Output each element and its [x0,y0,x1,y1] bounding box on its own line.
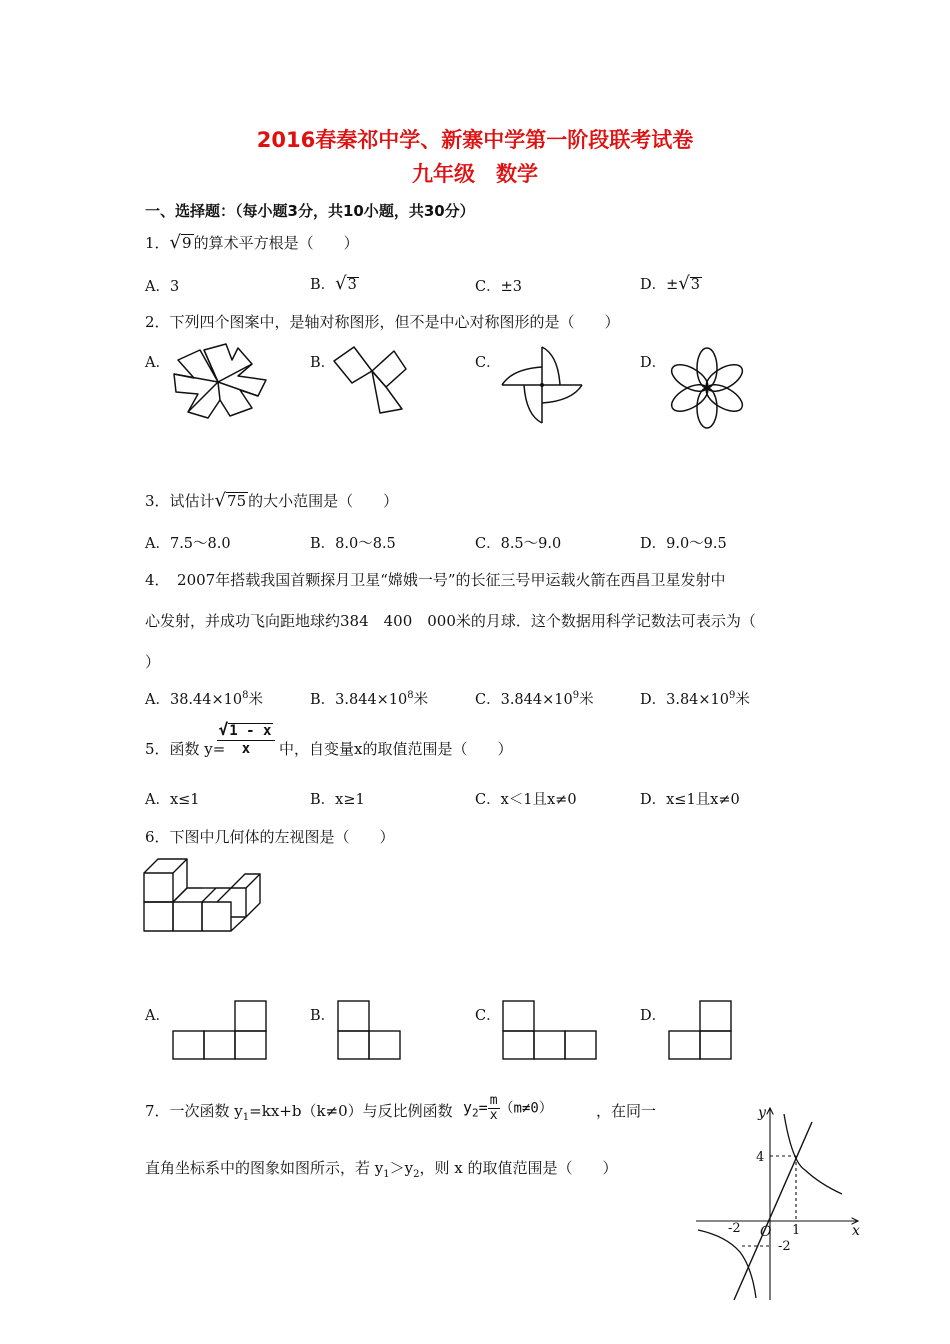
subscript: 2 [472,1106,479,1120]
option-b [310,273,359,294]
subscript: 2 [413,1169,420,1180]
option-b-view [335,998,403,1062]
section-heading: 一、选择题：（每小题3分，共10小题，共30分） [145,202,475,220]
radicand: 1 - x [229,723,272,739]
fraction [213,720,279,757]
option-b: B． [310,1008,336,1024]
text: = [478,1098,488,1117]
text: 7．一次函数 y [145,1102,243,1120]
exponent: 8 [242,690,249,702]
text: ＞y [389,1159,414,1177]
origin-label: O [760,1224,772,1240]
option-b: B．x≥1 [310,792,365,808]
text: y [463,1098,473,1117]
question-prefix: 3．试估计 [145,492,215,510]
question-4-line1: 4． 2007年搭载我国首颗探月卫星“嫦娥一号”的长征三号甲运载火箭在西昌卫星发射中 [145,571,726,589]
exponent: 8 [407,690,414,702]
question-stem: 的算术平方根是（ ） [193,234,359,252]
line-graph [734,1122,812,1300]
question-7-line2 [145,1157,617,1180]
option-b: B． [310,355,336,371]
option-a: A． [145,1008,170,1024]
unit: 米 [735,692,750,708]
sqrt-sign: √ [218,720,229,739]
figure-solid-cubes [142,857,267,937]
option-c: C．x＜1且x≠0 [475,792,577,808]
question-1 [145,232,359,253]
fraction [488,1094,500,1122]
option-a: A． [145,355,170,371]
option-b: B．8.0～8.5 [310,536,396,552]
question-4-line2: 心发射，并成功飞向距地球约384 400 000米的月球．这个数据用科学记数法可表示为（ [145,612,756,630]
question-number: 1． [145,234,170,252]
figure-a-star-pattern [168,340,268,420]
text: 直角坐标系中的图象如图所示，若 y [145,1159,384,1177]
question-4-line3: ） [145,653,161,671]
sqrt-sign: √ [214,490,227,511]
radicand: 3 [690,277,700,293]
option-c [475,688,594,709]
option-c-view [500,998,598,1062]
subscript: 1 [383,1169,390,1180]
text: ，则 x 的取值范围是（ ） [419,1159,618,1177]
fraction-numerator [213,720,279,739]
option-c: C． [475,355,501,371]
tick-label-neg2-y: -2 [778,1239,791,1254]
option-d: D．x≤1且x≠0 [640,792,740,808]
option-c: C．8.5～9.0 [475,536,562,552]
option-value: A．38.44×10 [145,692,243,708]
fraction-denominator: x [241,741,251,758]
page-subtitle: 九年级 数学 [412,162,538,186]
text: （m≠0） [499,1100,553,1117]
question-3 [145,490,398,511]
hyperbola-branch-2 [698,1230,756,1298]
unit: 米 [579,692,594,708]
question-6-stem: 6．下图中几何体的左视图是（ ） [145,828,395,846]
question-2-stem: 2．下列四个图案中，是轴对称图形，但不是中心对称图形的是（ ） [145,313,620,331]
q7-formula [463,1094,553,1122]
option-d: D． [640,355,667,371]
option-d: D．9.0～9.5 [640,536,727,552]
fraction-numerator: m [489,1093,498,1108]
subscript: 1 [242,1112,250,1123]
exponent: 9 [572,690,580,702]
figure-d-six-petal-flower [665,345,749,431]
option-value: D．3.84×10 [640,692,730,708]
question-7-line1 [145,1100,453,1123]
option-label: B． [310,277,336,293]
figure-c-pinwheel [498,345,586,425]
option-label: D．± [640,277,679,293]
option-c: C．±3 [475,279,522,295]
question-5-prefix: 5．函数 y= [145,740,226,758]
option-value: C．3.844×10 [475,692,573,708]
option-a: A．x≤1 [145,792,200,808]
unit: 米 [413,692,429,708]
function-graph [690,1100,870,1305]
tick-label-neg2-x: -2 [728,1221,741,1236]
option-a-view [170,998,268,1062]
option-c: C． [475,1008,501,1024]
x-axis-label: x [852,1223,860,1239]
page-title: 2016春秦祁中学、新寨中学第一阶段联考试卷 [256,128,694,152]
radicand: 75 [227,492,247,510]
option-b [310,688,428,709]
radicand: 3 [347,277,357,293]
option-d: D． [640,1008,667,1024]
text: =kx+b（k≠0）与反比例函数 [249,1102,453,1120]
option-a: A．3 [145,279,180,295]
option-d [640,688,750,709]
question-5-stem: 中，自变量x的取值范围是（ ） [279,740,513,758]
tick-label-1: 1 [792,1223,801,1238]
sqrt-sign: √ [169,232,182,253]
sqrt-sign: √ [335,273,347,294]
question-stem: 的大小范围是（ ） [248,492,399,510]
question-7-tail: ，在同一 [596,1102,657,1120]
fraction-denominator: x [489,1107,498,1123]
option-d-view [666,998,734,1062]
tick-label-4: 4 [756,1150,765,1165]
radicand: 9 [182,234,192,252]
hyperbola-branch-1 [784,1114,842,1194]
option-d [640,273,702,294]
unit: 米 [248,692,263,708]
option-value: B．3.844×10 [310,692,408,708]
option-a [145,688,263,709]
figure-b-three-rhombus [330,343,410,418]
y-axis-label: y [758,1105,766,1121]
sqrt-sign: √ [678,273,690,294]
exponent: 9 [729,690,736,702]
option-a: A．7.5～8.0 [145,536,231,552]
